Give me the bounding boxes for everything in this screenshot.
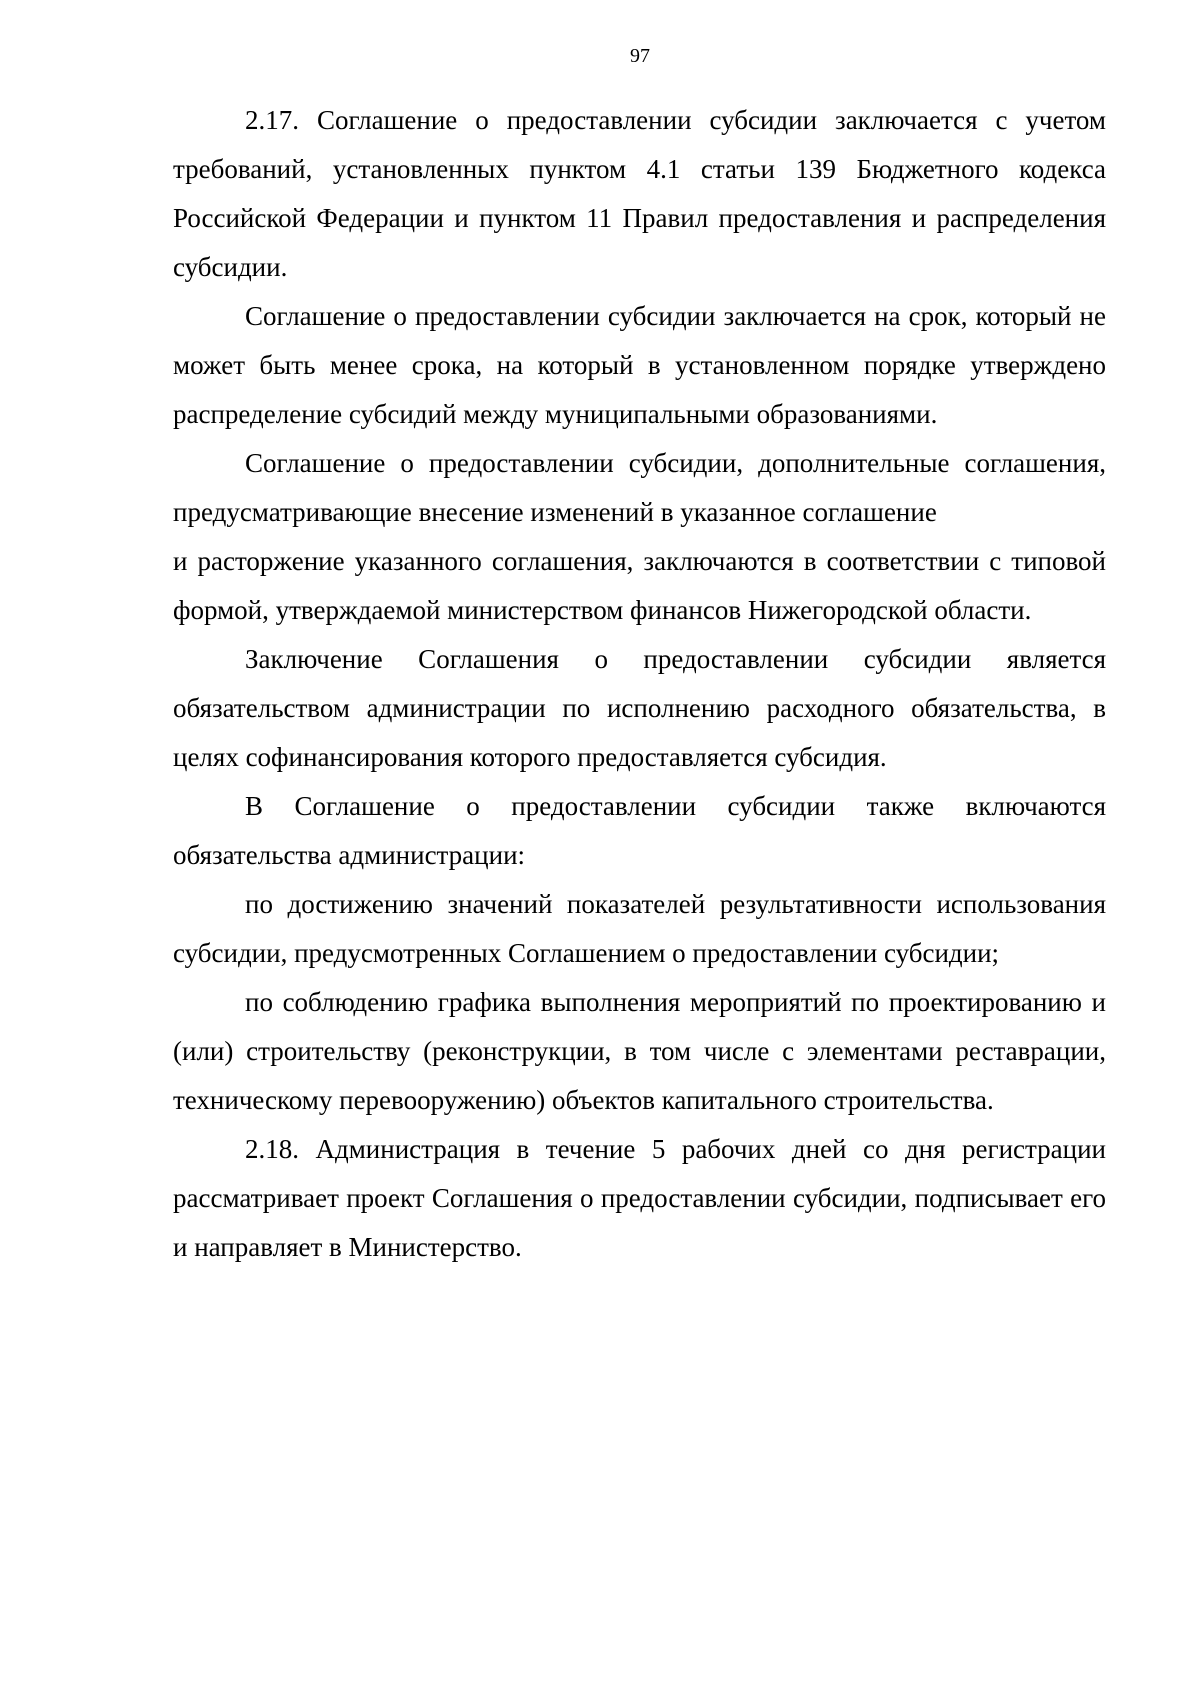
document-body: [173, 96, 1106, 1272]
paragraph-termination: и расторжение указанного соглашения, заключаются в соответствии с типовой формой, утверждаемой министерством финансов Нижегородской области.: [173, 546, 1106, 625]
paragraph-agreement-term: Соглашение о предоставлении субсидии заключается на срок, который не может быть менее срока, на который в установленном порядке утверждено распределение субсидий между муниципальными образованиями.: [173, 301, 1106, 429]
paragraph-included-obligations: В Соглашение о предоставлении субсидии также включаются обязательства администрации:: [173, 791, 1106, 870]
paragraph-additional-agreements: Соглашение о предоставлении субсидии, дополнительные соглашения, предусматривающие внесение изменений в указанное соглашение: [173, 448, 1106, 527]
paragraph-performance-indicators: по достижению значений показателей результативности использования субсидии, предусмотренных Соглашением о предоставлении субсидии;: [173, 889, 1106, 968]
paragraph-obligation: Заключение Соглашения о предоставлении субсидии является обязательством администрации по исполнению расходного обязательства, в целях софинансирования которого предоставляется субсидия.: [173, 644, 1106, 772]
paragraph-2-18: 2.18. Администрация в течение 5 рабочих дней со дня регистрации рассматривает проект Соглашения о предоставлении субсидии, подписывает его и направляет в Министерство.: [173, 1134, 1106, 1262]
paragraph-schedule: по соблюдению графика выполнения мероприятий по проектированию и (или) строительству (реконструкции, в том числе с элементами реставрации, техническому перевооружению) объектов капитального строительства.: [173, 987, 1106, 1115]
paragraph-2-17: 2.17. Соглашение о предоставлении субсидии заключается с учетом требований, установленных пунктом 4.1 статьи 139 Бюджетного кодекса Российской Федерации и пунктом 11 Правил предоставления и распределения субсидии.: [173, 105, 1106, 282]
page-number: 97: [630, 45, 650, 67]
